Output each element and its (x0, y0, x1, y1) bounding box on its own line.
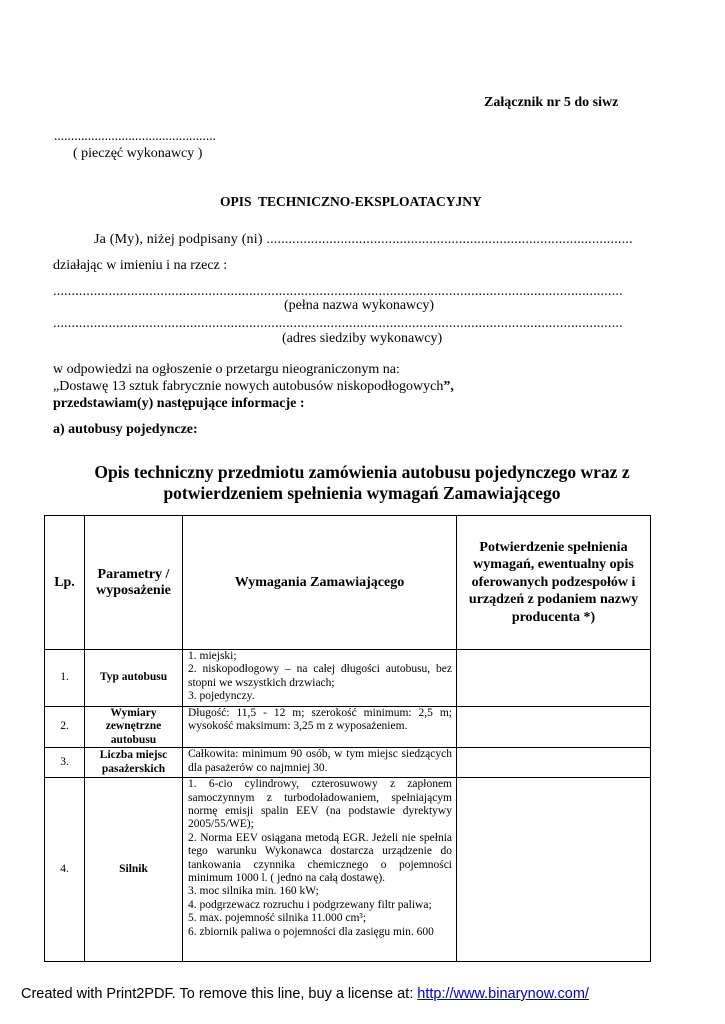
row-param: Typ autobusu (85, 650, 183, 707)
contractor-address-caption: (adres siedziby wykonawcy) (282, 331, 443, 346)
header-param: Parametry / wyposażenie (85, 516, 183, 650)
print2pdf-footer (21, 986, 589, 1002)
row-lp: 1. (45, 650, 85, 707)
header-confirm: Potwierdzenie spełnienia wymagań, ewentualny opis oferowanych podzespołów i urządzeń z podaniem nazwy producenta *) (457, 516, 651, 650)
req-line: 5. max. pojemność silnika 11.000 cm³; (188, 912, 367, 925)
req-line: 4. podgrzewacz rozruchu i podgrzewany filtr paliwa; (188, 898, 432, 911)
tender-intro: w odpowiedzi na ogłoszenie o przetargu nieograniczonym na: (53, 362, 400, 377)
tender-subject-text: „Dostawę 13 sztuk fabrycznie nowych autobusów niskopodłogowych (53, 379, 444, 394)
footer-text: Created with Print2PDF. To remove this line, buy a license at: (21, 986, 418, 1002)
table-row (45, 707, 651, 748)
table-header-row (45, 516, 651, 650)
table-row (45, 650, 651, 707)
row-confirm-cell[interactable] (457, 748, 651, 778)
tender-subject (53, 379, 454, 395)
spec-heading (40, 462, 684, 504)
spec-table (44, 515, 651, 962)
row-lp: 3. (45, 748, 85, 778)
contractor-address-dots: .......................................................................................................................................................... (53, 316, 623, 331)
header-req: Wymagania Zamawiającego (183, 516, 457, 650)
req-line: Długość: 11,5 - 12 m; szerokość minimum: 2,5 m; wysokość maksimum: 3,25 m z wyposażeniem. (188, 707, 452, 733)
table-row (45, 748, 651, 778)
req-line: 3. pojedynczy. (188, 690, 255, 703)
acting-on-behalf-line: działając w imieniu i na rzecz : (53, 258, 228, 273)
req-line: 3. moc silnika min. 160 kW; (188, 885, 319, 898)
document-title: OPIS TECHNICZNO-EKSPLOATACYJNY (220, 194, 482, 209)
req-line: 1. 6-cio cylindrowy, czterosuwowy z zapłonem samoczynnym z turbodoładowaniem, spełniającym normę emisji spalin EEV (na podstawie dyrektywy 2005/55/WE); (188, 778, 452, 831)
contractor-name-caption: (pełna nazwa wykonawcy) (284, 298, 435, 313)
row-param: Wymiary zewnętrzne autobusu (85, 707, 183, 748)
req-line: 6. zbiornik paliwa o pojemności dla zasięgu min. 600 (188, 925, 434, 938)
header-lp: Lp. (45, 516, 85, 650)
row-req (183, 778, 457, 962)
contractor-name-dots: .......................................................................................................................................................... (53, 284, 623, 299)
spec-heading-line1: Opis techniczny przedmiotu zamówienia autobusu pojedynczego wraz z (94, 462, 630, 482)
stamp-caption: ( pieczęć wykonawcy ) (73, 146, 203, 161)
spec-heading-line2: potwierdzeniem spełnienia wymagań Zamawiającego (163, 483, 561, 503)
row-lp: 4. (45, 778, 85, 962)
row-req (183, 650, 457, 707)
row-param: Liczba miejsc pasażerskich (85, 748, 183, 778)
stamp-dots: ................................................ (54, 128, 216, 143)
req-line: 1. miejski; (188, 650, 237, 662)
section-a-label: a) autobusy pojedyncze: (53, 422, 198, 437)
row-confirm-cell[interactable] (457, 707, 651, 748)
table-row (45, 778, 651, 962)
req-line: 2. niskopodłogowy – na całej długości autobusu, bez stopni we wszystkich drzwiach; (188, 663, 452, 689)
row-req (183, 748, 457, 778)
row-confirm-cell[interactable] (457, 650, 651, 707)
signed-by-line: Ja (My), niżej podpisany (ni) ................................................................................................... (94, 232, 633, 247)
tender-subject-quote: ”, (443, 379, 454, 394)
attachment-label: Załącznik nr 5 do siwz (484, 95, 619, 110)
footer-link[interactable]: http://www.binarynow.com/ (417, 986, 589, 1002)
row-req (183, 707, 457, 748)
presentation-line: przedstawiam(y) następujące informacje : (53, 396, 305, 411)
row-param: Silnik (85, 778, 183, 962)
row-lp: 2. (45, 707, 85, 748)
row-confirm-cell[interactable] (457, 778, 651, 962)
req-line: 2. Norma EEV osiągana metodą EGR. Jeżeli nie spełnia tego warunku Wykonawca dostarcza urządzenie do tankowania czynnika chemicznego o pojemności minimum 1000 l. ( jedno na całą dostawę). (188, 831, 452, 885)
req-line: Całkowita: minimum 90 osób, w tym miejsc siedzących dla pasażerów co najmniej 30. (188, 748, 452, 774)
